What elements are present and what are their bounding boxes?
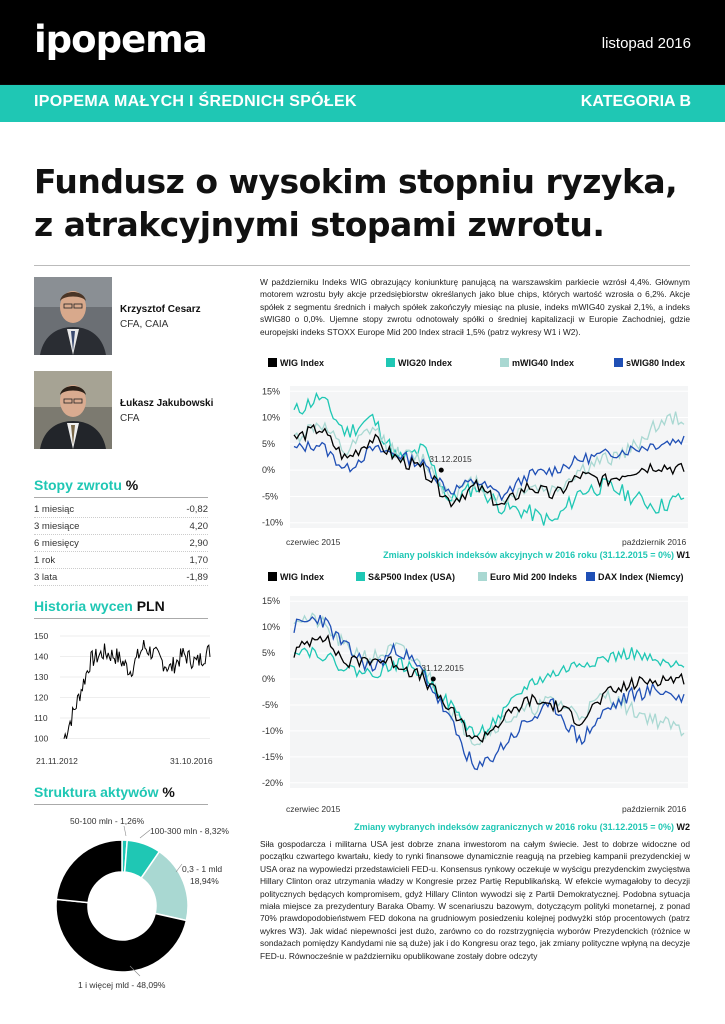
ytick-label: 10% bbox=[262, 412, 281, 423]
manager-photo bbox=[34, 277, 112, 355]
returns-period: 3 miesiące bbox=[34, 521, 80, 532]
ytick-label: -5% bbox=[262, 699, 279, 710]
chart1-end-date: październik 2016 bbox=[622, 537, 687, 547]
history-ytick: 130 bbox=[34, 672, 49, 682]
headline-line-1: Fundusz o wysokim stopniu ryzyka, bbox=[34, 162, 678, 201]
legend-label: Euro Mid 200 Indeks bbox=[490, 572, 578, 582]
headline bbox=[34, 160, 694, 246]
chart1-code: W1 bbox=[676, 550, 690, 560]
plot-area bbox=[290, 386, 688, 528]
structure-label-0-3-1: 0,3 - 1 mld bbox=[182, 864, 223, 874]
legend-label: DAX Index (Niemcy) bbox=[598, 572, 684, 582]
history-unit: PLN bbox=[136, 598, 165, 614]
body-paragraph: Siła gospodarcza i militarna USA jest dobrze znana inwestorom na całym świecie. Jest to dobrze widoczne od początku czwartego kwartału, kiedy to rynki finansowe dynamicznie reagują na przebieg kampanii prezydenckiej w USA oraz na wypowiedzi przedstawicieli FED-u. Konsensus rynkowy oczekuje w wyścigu prezydenckim zwycięstwa Hillary Clinton oraz utrzymania władzy w Kongresie przez Partię Republikańską. W efekcie wymagałoby to decyzji politycznych będących kompromisem, gdyż Hillary Clinton wywodzi się z Partii Demokratycznej. Podobna sytuacja miała miejsce za prezydentury Baraka Obamy. W scenariuszu bazowym, dotyczącym polityki monetarnej, z ponad 70% prawdopodobieństwem FED dokona na grudniowym posiedzeniu kolejnej podwyżki stóp procentowych (patrz wykres W3). Jak widać niepewności jest dużo, zarówno co do rozstrzygnięcia wyborów Prezydenckich (różnice w sondażach pomiędzy Kandydami nie są duże) jak i do Kongresu oraz tego, jak zmiany polityczne wpłyną na decyzje FED-u. Równocześnie w październiku opublikowane zostały dobre odczyty bbox=[260, 839, 690, 961]
ytick-label: -5% bbox=[262, 491, 279, 502]
returns-value: -1,89 bbox=[186, 572, 208, 583]
ytick-label: 5% bbox=[262, 438, 276, 449]
reference-point bbox=[431, 677, 436, 682]
history-start-label: 21.11.2012 bbox=[36, 756, 78, 766]
donut-slice bbox=[56, 840, 122, 903]
ytick-label: -10% bbox=[262, 517, 284, 528]
section-divider bbox=[34, 265, 690, 266]
returns-period: 3 lata bbox=[34, 572, 58, 583]
returns-row bbox=[34, 570, 208, 586]
top-bar bbox=[0, 0, 725, 84]
person-portrait-icon bbox=[34, 371, 112, 449]
ipopema-logo: ipopema bbox=[34, 18, 207, 61]
history-ytick: 100 bbox=[34, 733, 49, 744]
headline-line-2: z atrakcyjnymi stopami zwrotu. bbox=[34, 205, 605, 244]
chart1-caption bbox=[260, 550, 690, 560]
manager-title: CFA bbox=[120, 413, 140, 424]
structure-unit: % bbox=[162, 784, 175, 800]
returns-row bbox=[34, 553, 208, 569]
intro-paragraph: W październiku Indeks WIG obrazujący koniunkturę panującą na warszawskim parkiecie wzrósł 4,4%. Głównym motorem wzrostu były akcje przedsiębiorstw określanych jako blue chips, których wartość wzrosła o 6,2%. Akcje spółek z segmentu średnich i małych spółek zakończyły miesiąc na plusie, indeks mWIG40 zyskał 2,1%, a indeks sWIG80 o 0,0%. Ujemne stopy zwrotu odnotowały spółki o średniej kapitalizacji w Europie Zachodniej, gdzie europejski indeks STOXX Europe Mid 200 Index stracił 1,5% (patrz wykresy W1 i W2). bbox=[260, 277, 690, 337]
history-ytick: 140 bbox=[34, 651, 49, 662]
manager-photo bbox=[34, 371, 112, 449]
chart2-foreign-indices bbox=[260, 586, 692, 796]
returns-row bbox=[34, 519, 208, 535]
legend-swatch bbox=[478, 572, 487, 581]
report-date: listopad 2016 bbox=[601, 35, 691, 52]
legend-item bbox=[614, 358, 685, 368]
returns-title bbox=[34, 477, 138, 493]
legend-swatch bbox=[500, 358, 509, 367]
chart1-caption-text: Zmiany polskich indeksów akcyjnych w 2016 roku (31.12.2015 = 0%) bbox=[383, 550, 674, 560]
structure-title-rule bbox=[34, 804, 208, 805]
history-ytick: 120 bbox=[34, 692, 49, 703]
structure-label-1-mld: 1 i więcej mld - 48,09% bbox=[78, 980, 166, 990]
reference-date-label: 31.12.2015 bbox=[429, 454, 472, 465]
manager-name: Łukasz Jakubowski bbox=[120, 398, 214, 409]
history-chart bbox=[30, 622, 220, 770]
donut-slices bbox=[56, 840, 188, 972]
ytick-label: 15% bbox=[262, 386, 281, 397]
returns-row bbox=[34, 536, 208, 552]
chart2-caption bbox=[260, 822, 690, 832]
returns-value: 4,20 bbox=[189, 521, 208, 532]
ytick-label: 5% bbox=[262, 648, 276, 659]
history-title-rule bbox=[34, 618, 208, 619]
chart1-polish-indices bbox=[260, 376, 692, 536]
legend-swatch bbox=[614, 358, 623, 367]
chart2-caption-text: Zmiany wybranych indeksów zagranicznych w 2016 roku (31.12.2015 = 0%) bbox=[354, 822, 674, 832]
history-ytick: 110 bbox=[34, 713, 48, 723]
legend-item bbox=[500, 358, 574, 368]
returns-row bbox=[34, 502, 208, 518]
legend-swatch bbox=[268, 572, 277, 581]
structure-label-50-100: 50-100 mln - 1,26% bbox=[70, 816, 145, 826]
ytick-label: 15% bbox=[262, 596, 281, 607]
ytick-label: -10% bbox=[262, 725, 284, 736]
history-ytick: 150 bbox=[34, 631, 49, 641]
legend-label: S&P500 Index (USA) bbox=[368, 572, 456, 582]
person-portrait-icon bbox=[34, 277, 112, 355]
legend-label: mWIG40 Index bbox=[512, 358, 575, 368]
chart1-legend bbox=[268, 358, 693, 372]
legend-item bbox=[268, 572, 324, 582]
legend-item bbox=[586, 572, 684, 582]
reference-point bbox=[439, 468, 444, 473]
chart2-code: W2 bbox=[676, 822, 690, 832]
structure-title-text: Struktura aktywów bbox=[34, 784, 159, 800]
legend-label: WIG20 Index bbox=[398, 358, 453, 368]
reference-date-label: 31.12.2015 bbox=[421, 663, 464, 674]
legend-swatch bbox=[586, 572, 595, 581]
manager-title: CFA, CAIA bbox=[120, 319, 169, 330]
ytick-label: 0% bbox=[262, 674, 276, 685]
fund-bar bbox=[0, 84, 725, 122]
returns-unit: % bbox=[125, 477, 139, 493]
ytick-label: 10% bbox=[262, 622, 281, 633]
manager-card bbox=[34, 277, 234, 357]
returns-period: 6 miesięcy bbox=[34, 538, 79, 549]
legend-label: sWIG80 Index bbox=[626, 358, 686, 368]
chart2-legend bbox=[268, 572, 693, 586]
returns-title-text: Stopy zwrotu bbox=[34, 477, 122, 493]
fund-name: IPOPEMA MAŁYCH I ŚREDNICH SPÓŁEK bbox=[34, 93, 357, 110]
legend-item bbox=[386, 358, 452, 368]
legend-swatch bbox=[268, 358, 277, 367]
structure-label-18-94: 18,94% bbox=[190, 876, 219, 886]
chart2-start-date: czerwiec 2015 bbox=[286, 804, 341, 814]
ytick-label: 0% bbox=[262, 465, 276, 476]
history-price-line bbox=[64, 640, 210, 739]
legend-swatch bbox=[356, 572, 365, 581]
legend-item bbox=[356, 572, 455, 582]
legend-label: WIG Index bbox=[280, 572, 325, 582]
structure-donut-chart bbox=[30, 808, 245, 994]
structure-title bbox=[34, 784, 175, 800]
legend-label: WIG Index bbox=[280, 358, 325, 368]
returns-period: 1 rok bbox=[34, 555, 56, 566]
history-end-label: 31.10.2016 bbox=[170, 756, 213, 766]
manager-card bbox=[34, 371, 234, 451]
manager-name: Krzysztof Cesarz bbox=[120, 304, 201, 315]
ytick-label: -15% bbox=[262, 751, 284, 762]
legend-item bbox=[478, 572, 577, 582]
chart1-start-date: czerwiec 2015 bbox=[286, 537, 341, 547]
returns-value: 1,70 bbox=[189, 555, 208, 566]
returns-value: -0,82 bbox=[186, 504, 208, 515]
returns-value: 2,90 bbox=[189, 538, 208, 549]
returns-title-rule bbox=[34, 497, 208, 498]
history-title bbox=[34, 598, 165, 614]
structure-label-100-300: 100-300 mln - 8,32% bbox=[150, 826, 229, 836]
legend-swatch bbox=[386, 358, 395, 367]
legend-item bbox=[268, 358, 324, 368]
chart2-end-date: październik 2016 bbox=[622, 804, 687, 814]
returns-period: 1 miesiąc bbox=[34, 504, 75, 515]
ytick-label: -20% bbox=[262, 777, 284, 788]
fund-category: KATEGORIA B bbox=[580, 93, 691, 110]
history-title-text: Historia wycen bbox=[34, 598, 133, 614]
